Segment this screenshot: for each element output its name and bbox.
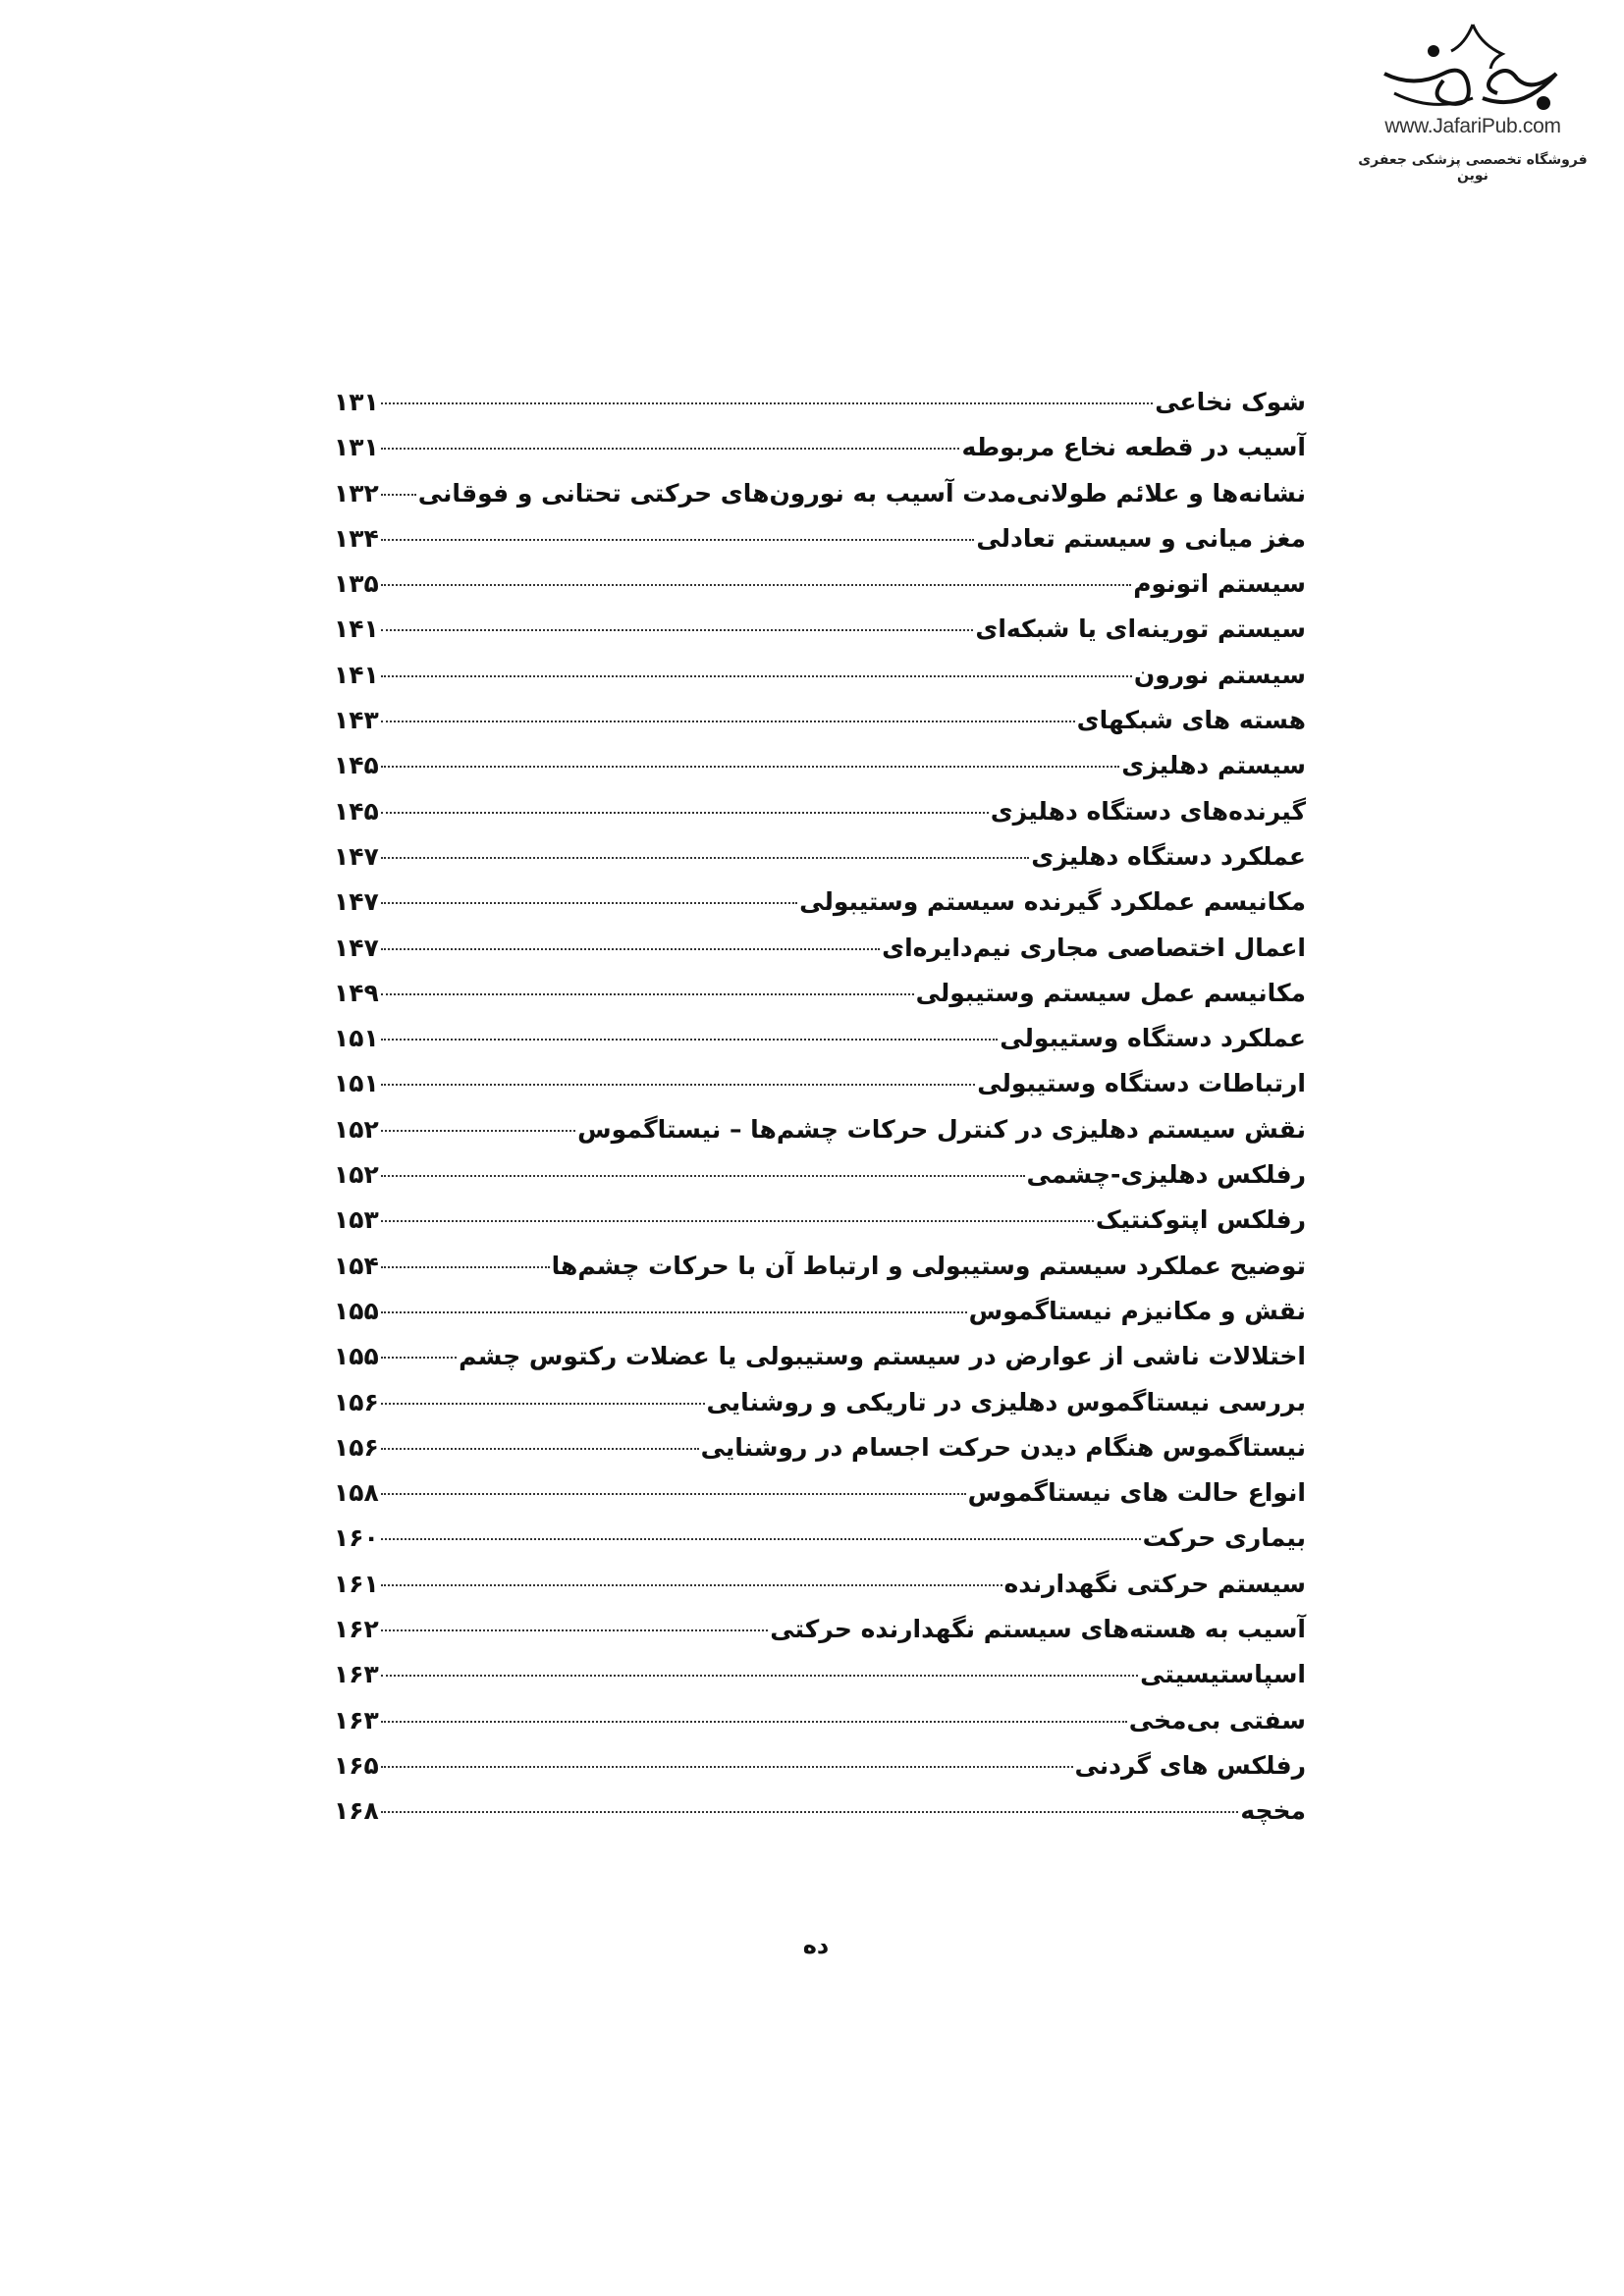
toc-entry-page: ۱۶۳ [334, 1705, 379, 1735]
toc-entry-page: ۱۴۷ [334, 841, 379, 871]
toc-entry[interactable] [334, 479, 1306, 524]
publisher-tagline: فروشگاه تخصصی پزشکی جعفری نوین [1358, 152, 1588, 184]
dot-leader [381, 766, 1119, 768]
dot-leader [381, 494, 416, 496]
table-of-contents [334, 388, 1306, 1842]
toc-entry-title: بررسی نیستاگموس دهلیزی در تاریکی و روشنایی [706, 1387, 1306, 1416]
toc-entry[interactable] [334, 1570, 1306, 1615]
dot-leader [381, 1403, 705, 1405]
toc-entry[interactable] [334, 1706, 1306, 1751]
toc-entry-title: سفتی بی‌مخی [1128, 1705, 1306, 1735]
dot-leader [381, 584, 1131, 586]
toc-entry-title: نشانه‌ها و علائم طولانی‌مدت آسیب به نورون‌های حرکتی تحتانی و فوقانی [417, 478, 1306, 507]
toc-entry-page: ۱۳۱ [334, 433, 379, 462]
toc-entry[interactable] [334, 1115, 1306, 1160]
toc-entry[interactable] [334, 934, 1306, 979]
dot-leader [381, 675, 1132, 677]
dot-leader [381, 1538, 1141, 1540]
dot-leader [381, 1811, 1239, 1813]
dot-leader [381, 1311, 967, 1313]
toc-entry-page: ۱۶۰ [334, 1523, 379, 1553]
toc-entry-title: رفلکس دهلیزی-چشمی [1026, 1160, 1306, 1190]
dot-leader [381, 1039, 998, 1041]
toc-entry-title: اسپاستیسیتی [1140, 1660, 1306, 1689]
toc-entry-title: سیستم اتونوم [1133, 569, 1306, 599]
toc-entry-title: رفلکس اپتوکنتیک [1095, 1205, 1306, 1235]
toc-entry[interactable] [334, 1160, 1306, 1205]
toc-entry[interactable] [334, 524, 1306, 569]
toc-entry[interactable] [334, 614, 1306, 660]
toc-entry[interactable] [334, 1615, 1306, 1660]
publisher-logo [1355, 20, 1591, 184]
toc-entry[interactable] [334, 842, 1306, 887]
dot-leader [381, 1357, 457, 1359]
toc-entry-page: ۱۳۵ [334, 569, 379, 599]
toc-entry-title: بیماری حرکت [1142, 1523, 1306, 1553]
dot-leader [381, 1448, 699, 1450]
toc-entry-page: ۱۵۱ [334, 1069, 379, 1098]
toc-entry-page: ۱۴۷ [334, 887, 379, 917]
toc-entry-page: ۱۳۲ [334, 478, 379, 507]
toc-entry-page: ۱۶۵ [334, 1750, 379, 1780]
dot-leader [381, 948, 880, 950]
dot-leader [381, 1266, 550, 1268]
toc-entry-title: توضیح عملکرد سیستم وستیبولی و ارتباط آن با حرکات چشم‌ها [551, 1251, 1306, 1280]
dot-leader [381, 629, 974, 631]
toc-entry-page: ۱۴۷ [334, 933, 379, 962]
toc-entry[interactable] [334, 1751, 1306, 1796]
toc-entry[interactable] [334, 797, 1306, 842]
toc-entry[interactable] [334, 1024, 1306, 1069]
dot-leader [381, 1629, 768, 1631]
toc-entry-title: انواع حالت های نیستاگموس [967, 1478, 1306, 1508]
toc-entry-page: ۱۴۱ [334, 660, 379, 689]
toc-entry[interactable] [334, 569, 1306, 614]
toc-entry-page: ۱۵۶ [334, 1432, 379, 1462]
toc-entry-page: ۱۶۸ [334, 1796, 379, 1826]
toc-entry[interactable] [334, 1297, 1306, 1342]
publisher-url: www.JafariPub.com [1384, 115, 1561, 137]
toc-entry-title: مکانیسم عمل سیستم وستیبولی [915, 978, 1306, 1007]
dot-leader [381, 1766, 1073, 1768]
toc-entry-title: نقش و مکانیزم نیستاگموس [968, 1296, 1306, 1325]
toc-entry[interactable] [334, 1069, 1306, 1114]
toc-entry-title: سیستم تورینه‌ای یا شبکه‌ای [975, 614, 1306, 644]
toc-entry-page: ۱۳۴ [334, 523, 379, 553]
toc-entry[interactable] [334, 979, 1306, 1024]
dot-leader [381, 812, 989, 814]
toc-entry[interactable] [334, 1252, 1306, 1297]
dot-leader [381, 721, 1075, 722]
dot-leader [381, 993, 914, 995]
toc-entry-page: ۱۶۱ [334, 1569, 379, 1598]
toc-entry[interactable] [334, 706, 1306, 751]
toc-entry-title: نقش سیستم دهلیزی در کنترل حرکات چشم‌ها – نیستاگموس [577, 1114, 1306, 1144]
dot-leader [381, 1584, 1002, 1586]
toc-entry-page: ۱۵۵ [334, 1342, 379, 1371]
toc-entry-page: ۱۶۲ [334, 1615, 379, 1644]
toc-entry-title: آسیب به هسته‌های سیستم نگهدارنده حرکتی [770, 1615, 1306, 1644]
toc-entry-title: ارتباطات دستگاه وستیبولی [977, 1069, 1306, 1098]
toc-entry[interactable] [334, 1523, 1306, 1569]
toc-entry-title: آسیب در قطعه نخاع مربوطه [961, 433, 1306, 462]
toc-entry-page: ۱۵۶ [334, 1387, 379, 1416]
toc-entry-page: ۱۳۱ [334, 388, 379, 416]
dot-leader [381, 1175, 1025, 1177]
dot-leader [381, 402, 1153, 404]
toc-entry-page: ۱۵۸ [334, 1478, 379, 1508]
page-number: ده [802, 1932, 830, 1959]
toc-entry-page: ۱۵۱ [334, 1024, 379, 1053]
dot-leader [381, 448, 960, 450]
toc-entry[interactable] [334, 1796, 1306, 1842]
toc-entry-page: ۱۴۵ [334, 751, 379, 780]
toc-entry-page: ۱۵۵ [334, 1296, 379, 1325]
dot-leader [381, 902, 797, 904]
toc-entry-title: گیرنده‌های دستگاه دهلیزی [990, 796, 1306, 826]
toc-entry-page: ۱۵۳ [334, 1205, 379, 1235]
toc-entry-title: هسته های شبکهای [1076, 706, 1306, 735]
toc-entry[interactable] [334, 751, 1306, 796]
toc-entry-title: عملکرد دستگاه دهلیزی [1031, 841, 1306, 871]
toc-entry-title: رفلکس های گردنی [1074, 1750, 1306, 1780]
toc-entry-title: شوک نخاعی [1155, 388, 1306, 416]
toc-entry-page: ۱۴۱ [334, 614, 379, 644]
toc-entry-title: نیستاگموس هنگام دیدن حرکت اجسام در روشنایی [700, 1432, 1306, 1462]
toc-entry[interactable] [334, 1342, 1306, 1387]
toc-entry-page: ۱۶۳ [334, 1660, 379, 1689]
toc-entry[interactable] [334, 1388, 1306, 1433]
dot-leader [381, 1675, 1138, 1677]
dot-leader [381, 1084, 975, 1086]
dot-leader [381, 1493, 966, 1495]
toc-entry[interactable] [334, 388, 1306, 433]
toc-entry-page: ۱۵۲ [334, 1160, 379, 1190]
dot-leader [381, 539, 975, 541]
toc-entry-title: مغز میانی و سیستم تعادلی [976, 523, 1306, 553]
toc-entry-title: عملکرد دستگاه وستیبولی [1000, 1024, 1306, 1053]
toc-entry[interactable] [334, 887, 1306, 933]
jafari-logo-icon [1375, 20, 1571, 113]
toc-entry-page: ۱۵۴ [334, 1251, 379, 1280]
toc-entry-page: ۱۵۲ [334, 1114, 379, 1144]
toc-entry[interactable] [334, 1433, 1306, 1478]
dot-leader [381, 1220, 1094, 1222]
toc-entry-title: اعمال اختصاصی مجاری نیم‌دایره‌ای [882, 933, 1306, 962]
dot-leader [381, 857, 1030, 859]
toc-entry-title: مکانیسم عملکرد گیرنده سیستم وستیبولی [799, 887, 1306, 917]
toc-entry-title: سیستم حرکتی نگهدارنده [1003, 1569, 1306, 1598]
toc-entry-page: ۱۴۵ [334, 796, 379, 826]
toc-entry[interactable] [334, 433, 1306, 478]
toc-entry[interactable] [334, 1478, 1306, 1523]
toc-entry-title: سیستم دهلیزی [1121, 751, 1306, 780]
toc-entry[interactable] [334, 661, 1306, 706]
toc-entry[interactable] [334, 1205, 1306, 1251]
dot-leader [381, 1721, 1127, 1723]
toc-entry[interactable] [334, 1660, 1306, 1705]
dot-leader [381, 1130, 575, 1132]
toc-entry-page: ۱۴۳ [334, 706, 379, 735]
toc-entry-page: ۱۴۹ [334, 978, 379, 1007]
toc-entry-title: مخچه [1240, 1796, 1306, 1826]
toc-entry-title: اختلالات ناشی از عوارض در سیستم وستیبولی یا عضلات رکتوس چشم [459, 1342, 1306, 1371]
toc-entry-title: سیستم نورون [1133, 660, 1306, 689]
